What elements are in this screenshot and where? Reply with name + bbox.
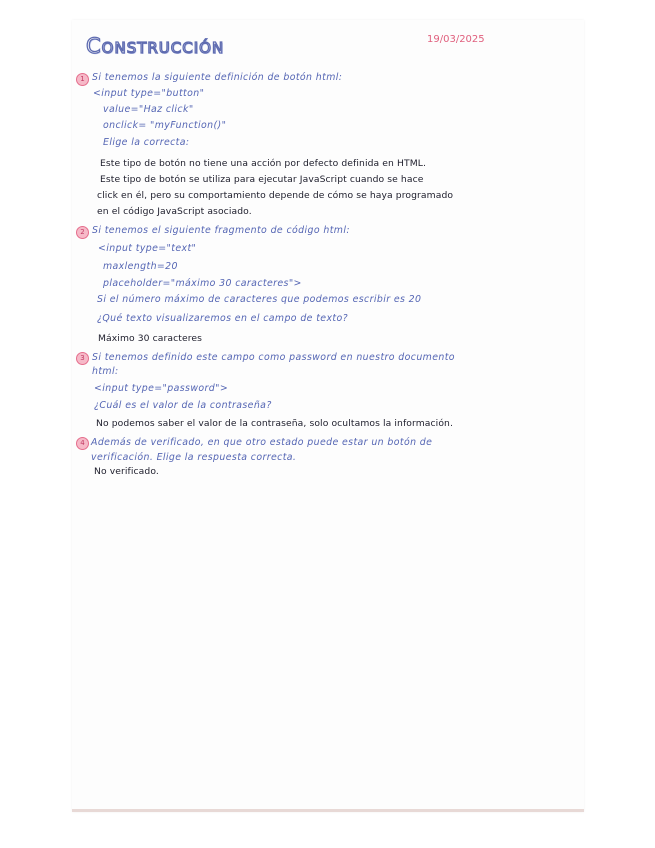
q1-line-3: value="Haz click" [103,104,194,115]
q1-answer-line-2: Este tipo de botón se utiliza para ejecutar JavaScript cuando se hace [100,174,424,185]
q2-line-5: Si el número máximo de caracteres que podemos escribir es 20 [97,294,422,305]
q2-line-6: ¿Qué texto visualizaremos en el campo de texto? [97,313,349,324]
question-number-3: 3 [76,352,89,365]
q2-line-1: Si tenemos el siguiente fragmento de código html: [92,225,350,236]
question-number-2: 2 [76,226,89,239]
q1-line-4: onclick= "myFunction()" [103,120,227,131]
q2-line-3: maxlength=20 [103,261,178,272]
q1-answer-line-4: en el código JavaScript asociado. [97,206,252,217]
q3-line-3: <input type="password"> [94,383,229,394]
question-number-1: 1 [76,73,89,86]
q3-line-1: Si tenemos definido este campo como password en nuestro documento [92,352,455,363]
q2-answer-line-1: Máximo 30 caracteres [98,333,203,344]
q1-line-5: Elige la correcta: [103,137,190,148]
q1-line-2: <input type="button" [93,88,205,99]
q3-line-4: ¿Cuál es el valor de la contraseña? [94,400,272,411]
q3-answer-line-1: No podemos saber el valor de la contraseña, solo ocultamos la información. [96,418,453,429]
page-date: 19/03/2025 [427,34,485,45]
q4-answer-line-1: No verificado. [94,466,159,477]
q4-line-2: verificación. Elige la respuesta correcta. [91,452,297,463]
q1-answer-line-1: Este tipo de botón no tiene una acción por defecto definida en HTML. [100,158,426,169]
q2-line-4: placeholder="máximo 30 caracteres"> [103,278,302,289]
q2-line-2: <input type="text" [98,243,197,254]
q4-line-1: Además de verificado, en que otro estado puede estar un botón de [91,437,433,448]
q3-line-2: html: [92,366,119,377]
q1-line-1: Si tenemos la siguiente definición de botón html: [92,72,343,83]
page-title: Construcción [86,34,225,58]
page-bottom-edge [72,809,584,812]
q1-answer-line-3: click en él, pero su comportamiento depende de cómo se haya programado [97,190,454,201]
question-number-4: 4 [76,437,89,450]
